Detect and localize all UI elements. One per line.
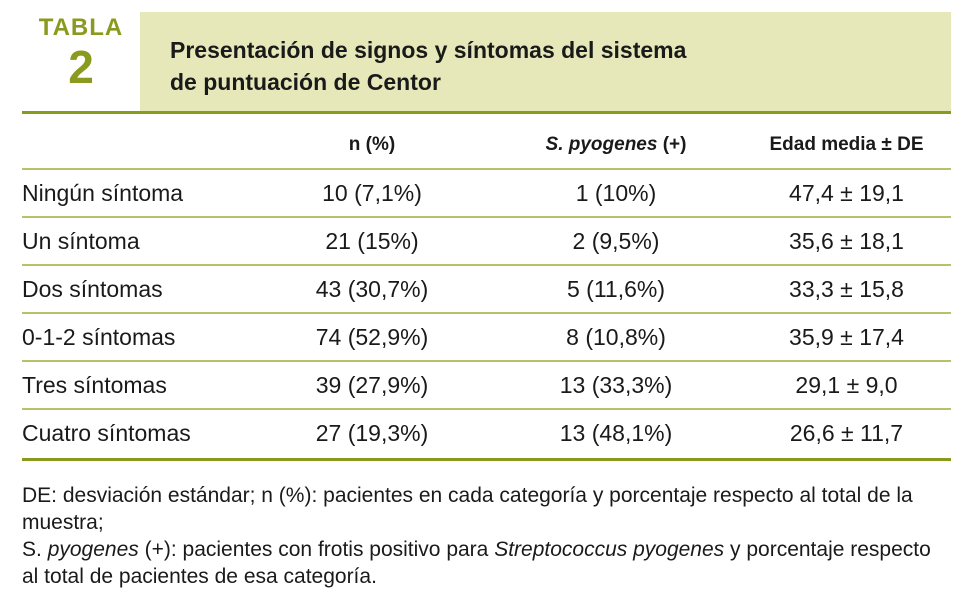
header-divider (22, 111, 951, 114)
table-title (170, 34, 930, 98)
column-header-pyogenes (490, 122, 742, 169)
table-number-tag (22, 14, 140, 110)
table-footnote (22, 482, 951, 590)
row-label: Cuatro síntomas (22, 409, 254, 456)
footnote-definition-end: y porcentaje respecto al total de pacientes de esa categoría. (22, 538, 931, 588)
cell-n: 21 (15%) (254, 217, 490, 265)
title-line-2: de puntuación de Centor (170, 69, 441, 95)
cell-pyogenes: 13 (33,3%) (490, 361, 742, 409)
table-bottom-divider (22, 458, 951, 461)
cell-n: 39 (27,9%) (254, 361, 490, 409)
table-row (22, 265, 951, 313)
column-header-pyogenes-rest: (+) (657, 134, 687, 155)
row-label: Dos síntomas (22, 265, 254, 313)
table-row (22, 217, 951, 265)
title-line-1: Presentación de signos y síntomas del sistema (170, 37, 687, 63)
footnote-line-1: DE: desviación estándar; n (%): pacientes en cada categoría y porcentaje respecto al total de la muestra; (22, 484, 913, 534)
cell-n: 74 (52,9%) (254, 313, 490, 361)
footnote-species: Streptococcus pyogenes (494, 538, 725, 561)
cell-n: 43 (30,7%) (254, 265, 490, 313)
table-row (22, 361, 951, 409)
footnote-line-2 (22, 536, 951, 590)
cell-edad: 26,6 ± 11,7 (742, 409, 951, 456)
table-row (22, 409, 951, 456)
row-label: Ningún síntoma (22, 169, 254, 217)
table-header (0, 0, 969, 112)
row-label: Un síntoma (22, 217, 254, 265)
column-header-n: n (%) (348, 134, 396, 155)
cell-edad: 35,9 ± 17,4 (742, 313, 951, 361)
table-tag-word: TABLA (38, 14, 124, 41)
cell-pyogenes: 2 (9,5%) (490, 217, 742, 265)
column-header-edad: Edad media ± DE (769, 134, 924, 155)
row-label: Tres síntomas (22, 361, 254, 409)
column-header-category (22, 122, 254, 169)
table-tag-number: 2 (68, 41, 94, 93)
cell-pyogenes: 13 (48,1%) (490, 409, 742, 456)
data-table (22, 122, 951, 456)
footnote-s: S. (22, 538, 48, 561)
cell-pyogenes: 8 (10,8%) (490, 313, 742, 361)
cell-edad: 33,3 ± 15,8 (742, 265, 951, 313)
footnote-definition: (+): pacientes con frotis positivo para (138, 538, 495, 561)
row-label: 0-1-2 síntomas (22, 313, 254, 361)
cell-pyogenes: 1 (10%) (490, 169, 742, 217)
table-header-row (22, 122, 951, 169)
title-box (140, 12, 951, 112)
footnote-pyogenes: pyogenes (47, 538, 139, 561)
cell-pyogenes: 5 (11,6%) (490, 265, 742, 313)
table-row (22, 313, 951, 361)
cell-edad: 47,4 ± 19,1 (742, 169, 951, 217)
cell-n: 27 (19,3%) (254, 409, 490, 456)
cell-n: 10 (7,1%) (254, 169, 490, 217)
cell-edad: 29,1 ± 9,0 (742, 361, 951, 409)
table-row (22, 169, 951, 217)
column-header-pyogenes-italic: S. pyogenes (545, 134, 658, 155)
cell-edad: 35,6 ± 18,1 (742, 217, 951, 265)
